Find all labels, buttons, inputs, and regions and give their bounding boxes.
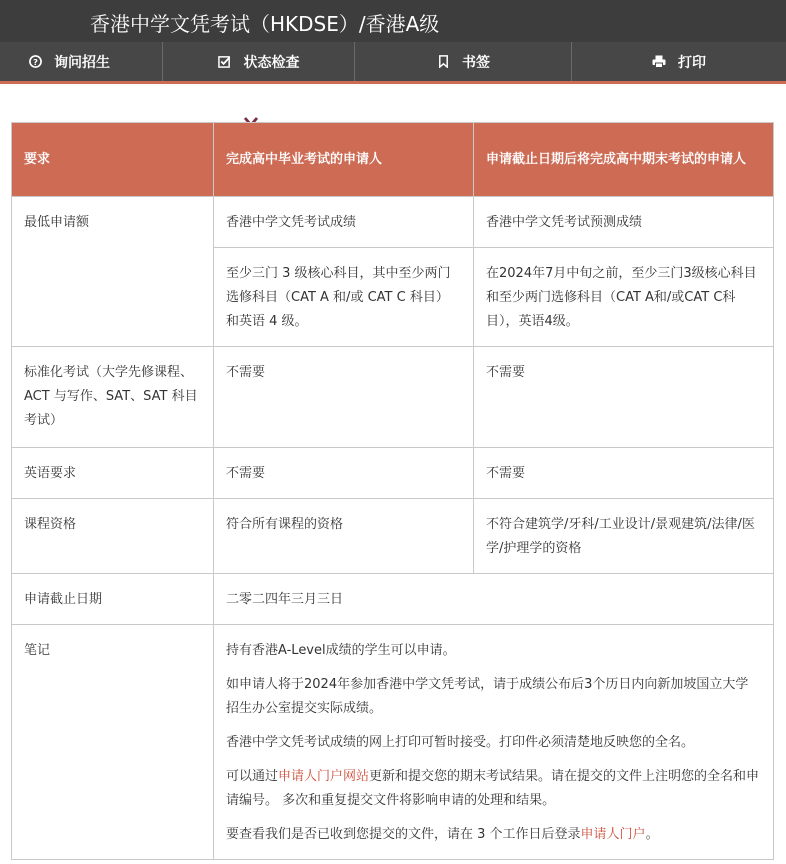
- applicant-portal-link[interactable]: 申请人门户: [580, 827, 646, 842]
- note-text: 可以通过: [226, 769, 279, 784]
- row-label-eligibility: 课程资格: [12, 499, 214, 574]
- table-row: [12, 197, 774, 248]
- row-label-min-requirement: 最低申请额: [12, 197, 214, 347]
- header-completed-applicants: 完成高中毕业考试的申请人: [214, 123, 474, 197]
- row-label-notes: 笔记: [12, 625, 214, 860]
- row-label-deadline: 申请截止日期: [12, 574, 214, 625]
- cell-deadline-value: 二零二四年三月三日: [214, 574, 774, 625]
- table-row: [12, 347, 774, 448]
- print-icon: [652, 55, 666, 69]
- table-row: [12, 625, 774, 860]
- note-text: 。: [645, 827, 659, 842]
- nav-enquire-button[interactable]: [0, 42, 163, 81]
- question-circle-icon: [28, 55, 42, 69]
- row-label-english: 英语要求: [12, 448, 214, 499]
- note-text: 更新和提交您的期末考试结果。请在提交的文件上注明您的全名和申请编号。 多次和重复提交文件将影响申请的处理和结果。: [226, 769, 760, 808]
- cell-eligibility-completed: 符合所有课程的资格: [214, 499, 474, 574]
- nav-print-label: 打印: [678, 54, 706, 71]
- nav-bookmark-button[interactable]: [355, 42, 572, 81]
- nav-status-check-label: 状态检查: [243, 54, 300, 71]
- cell-min-req-completed: 香港中学文凭考试成绩: [214, 197, 474, 248]
- note-paragraph-portal: [226, 765, 761, 813]
- applicant-portal-website-link[interactable]: 申请人门户网站: [278, 769, 370, 784]
- title-bar: [0, 0, 786, 42]
- requirements-table: [11, 122, 774, 860]
- cell-english-completed: 不需要: [214, 448, 474, 499]
- header-pending-applicants: 申请截止日期后将完成高中期末考试的申请人: [474, 123, 774, 197]
- check-square-icon: [218, 55, 232, 69]
- row-label-standardized-tests: 标准化考试（大学先修课程、ACT 与写作、SAT、SAT 科目考试）: [12, 347, 214, 448]
- cell-min-req-pending: 香港中学文凭考试预测成绩: [474, 197, 774, 248]
- note-text: 要查看我们是否已收到您提交的文件，请在 3 个工作日后登录: [226, 827, 581, 842]
- cell-subjects-pending: 在2024年7月中旬之前，至少三门3级核心科目和至少两门选修科目（CAT A和/或CAT C科目），英语4级。: [474, 248, 774, 347]
- note-paragraph: 香港中学文凭考试成绩的网上打印可暂时接受。打印件必须清楚地反映您的全名。: [226, 735, 695, 750]
- table-row: [12, 499, 774, 574]
- cell-notes: [214, 625, 774, 860]
- header-requirement: 要求: [12, 123, 214, 197]
- nav-bookmark-label: 书签: [462, 54, 490, 71]
- bookmark-icon: [436, 55, 450, 69]
- cell-eligibility-pending: 不符合建筑学/牙科/工业设计/景观建筑/法律/医学/护理学的资格: [474, 499, 774, 574]
- note-paragraph: 持有香港A-Level成绩的学生可以申请。: [226, 643, 456, 658]
- nav-enquire-label: 询问招生: [54, 54, 110, 71]
- note-paragraph: 如申请人将于2024年参加香港中学文凭考试，请于成绩公布后3个历日内向新加坡国立大学招生办公室提交实际成绩。: [226, 677, 749, 716]
- cell-english-pending: 不需要: [474, 448, 774, 499]
- table-header-row: [12, 123, 774, 197]
- svg-text:?: ?: [32, 56, 38, 67]
- page-title: 香港中学文凭考试（HKDSE）/香港A级: [90, 12, 440, 36]
- table-row: [12, 448, 774, 499]
- nav-print-button[interactable]: [572, 42, 786, 81]
- cell-subjects-completed: 至少三门 3 级核心科目，其中至少两门选修科目（CAT A 和/或 CAT C 科目）和英语 4 级。: [214, 248, 474, 347]
- note-paragraph-check: [226, 823, 761, 847]
- nav-status-check-button[interactable]: [163, 42, 355, 81]
- cell-standardized-completed: 不需要: [214, 347, 474, 448]
- action-nav: [0, 42, 786, 84]
- cell-standardized-pending: 不需要: [474, 347, 774, 448]
- table-row: [12, 574, 774, 625]
